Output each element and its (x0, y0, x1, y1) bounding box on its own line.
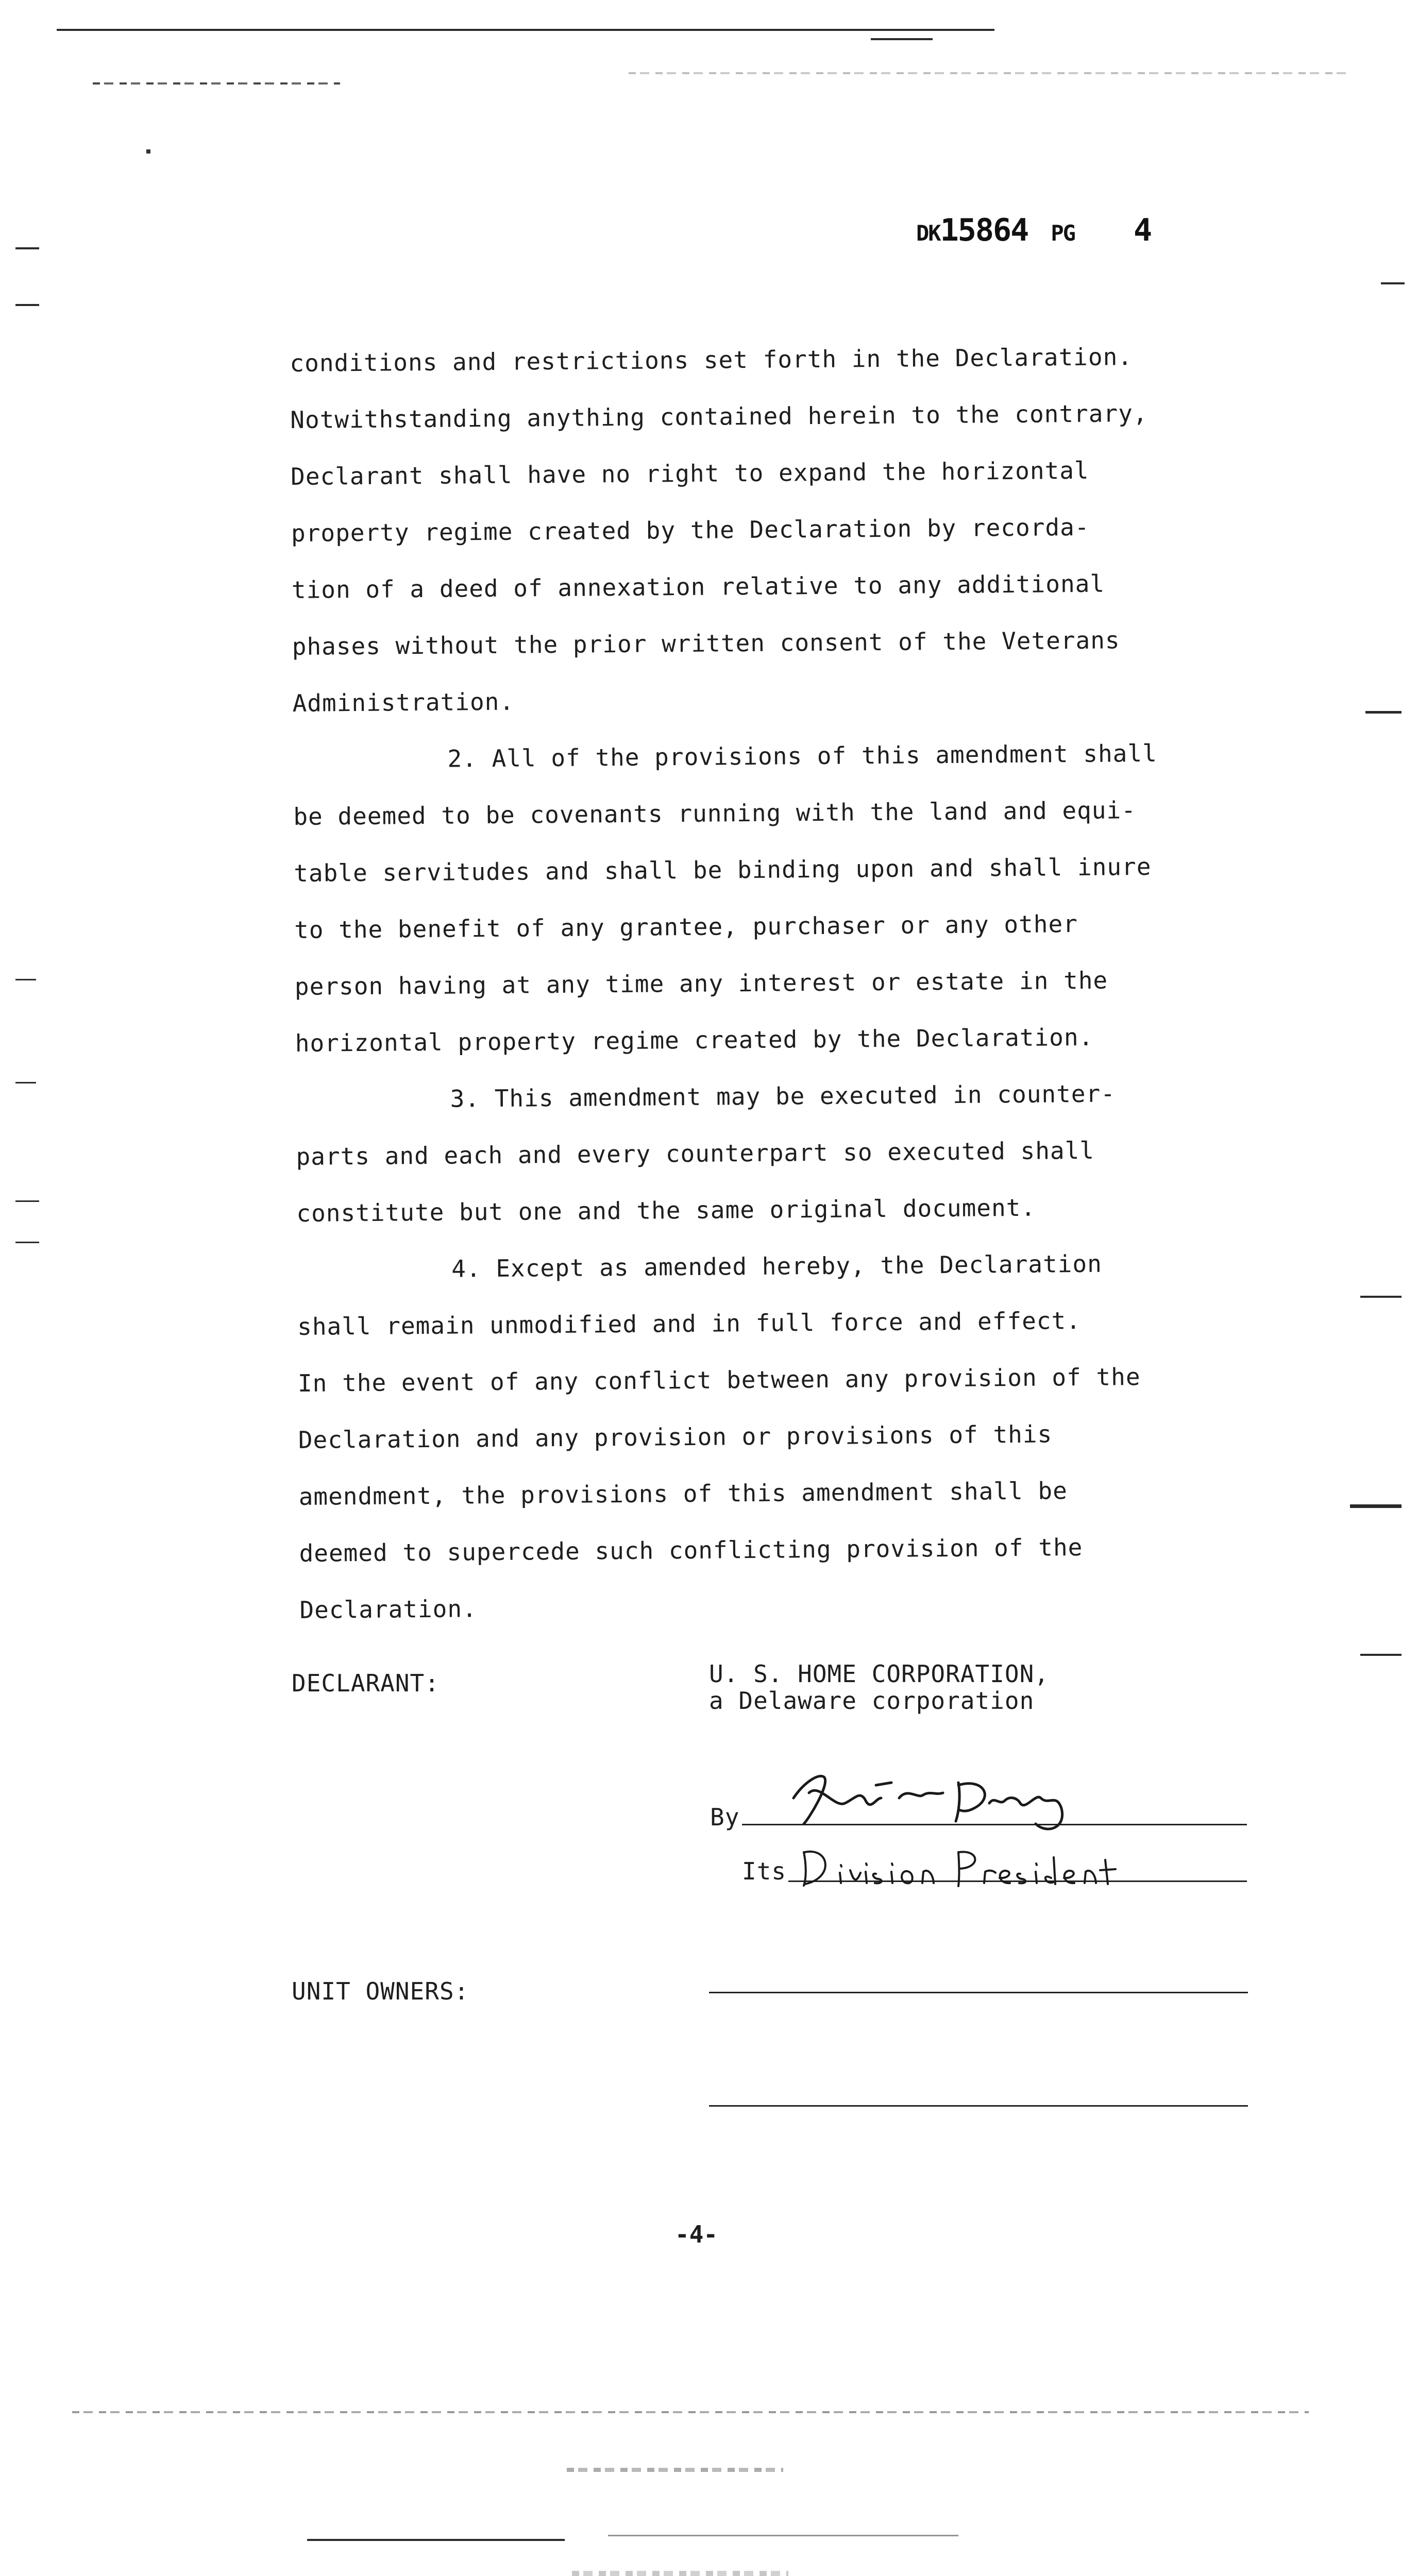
by-label: By (710, 1803, 740, 1831)
left-margin-mark (15, 979, 36, 980)
handwritten-title (794, 1837, 1144, 1893)
body-text-line: horizontal property regime created by the Declaration. (295, 1023, 1094, 1057)
body-text-line: Administration. (292, 687, 515, 717)
unit-owners-label: UNIT OWNERS: (292, 1977, 469, 2005)
book-prefix: DK (916, 221, 940, 246)
declarant-label: DECLARANT: (292, 1669, 440, 1697)
body-text-line: property regime created by the Declaration by recorda- (291, 513, 1090, 547)
body-text-line: Notwithstanding anything contained herein to the contrary, (290, 399, 1148, 434)
header-page-number: 4 (1134, 212, 1152, 248)
body-text-line: deemed to supercede such conflicting provision of the (299, 1533, 1083, 1567)
body-text-line: amendment, the provisions of this amendment shall be (298, 1477, 1068, 1511)
footer-page-number: -4- (675, 2221, 718, 2248)
company-name: U. S. HOME CORPORATION, (709, 1660, 1049, 1688)
top-scan-noise (93, 82, 340, 84)
body-text-line: parts and each and every counterpart so executed shall (296, 1136, 1095, 1171)
handwritten-signature (788, 1762, 1098, 1839)
left-margin-mark (15, 1200, 39, 1202)
right-margin-mark (1381, 282, 1405, 284)
body-text-line: be deemed to be covenants running with the land and equi- (293, 796, 1137, 831)
body-text-line: 2. All of the provisions of this amendment shall (447, 739, 1157, 773)
body-text-line: shall remain unmodified and in full force and effect. (297, 1306, 1082, 1341)
unit-owner-signature-line-2 (709, 2105, 1248, 2107)
left-margin-mark (15, 1242, 39, 1243)
bottom-rule-mid (608, 2535, 958, 2536)
right-margin-mark (1350, 1504, 1402, 1508)
unit-owner-signature-line-1 (709, 1992, 1248, 1993)
amendment-body-text (290, 328, 1238, 1638)
right-margin-mark (1360, 1296, 1402, 1298)
book-page-reference (916, 212, 1151, 248)
page-prefix: PG (1051, 221, 1075, 246)
bottom-scan-noise (567, 2468, 783, 2472)
body-text-line: Declaration. (299, 1595, 477, 1624)
body-text-line: 3. This amendment may be executed in counter- (450, 1079, 1116, 1113)
top-scan-mark (871, 38, 933, 40)
left-margin-mark (15, 1082, 36, 1083)
book-number: 15864 (940, 212, 1028, 248)
top-scan-line (57, 29, 994, 31)
scan-speck (146, 149, 150, 154)
bottom-rule-left (307, 2539, 565, 2541)
body-text-line: Declarant shall have no right to expand the horizontal (290, 456, 1089, 490)
company-description: a Delaware corporation (709, 1687, 1035, 1715)
body-text-line: person having at any time any interest or estate in the (294, 966, 1108, 1001)
left-margin-mark (15, 247, 39, 249)
bottom-scan-noise (572, 2571, 788, 2576)
body-text-line: to the benefit of any grantee, purchaser or any other (294, 910, 1078, 944)
body-text-line: Declaration and any provision or provisions of this (298, 1420, 1053, 1454)
body-text-line: tion of a deed of annexation relative to any additional (291, 569, 1105, 604)
body-text-line: constitute but one and the same original document. (296, 1193, 1036, 1227)
body-text-line: conditions and restrictions set forth in the Declaration. (290, 343, 1133, 377)
body-text-line: In the event of any conflict between any provision of the (297, 1363, 1141, 1397)
right-margin-mark (1365, 711, 1402, 714)
body-text-line: 4. Except as amended hereby, the Declaration (451, 1249, 1102, 1283)
body-text-line: phases without the prior written consent of the Veterans (292, 626, 1120, 660)
top-scan-noise-right (629, 72, 1350, 74)
its-label: Its (742, 1857, 787, 1885)
left-margin-mark (15, 304, 39, 306)
body-text-line: table servitudes and shall be binding upon and shall inure (293, 852, 1152, 887)
right-margin-mark (1360, 1654, 1402, 1656)
bottom-scan-noise (72, 2411, 1309, 2413)
